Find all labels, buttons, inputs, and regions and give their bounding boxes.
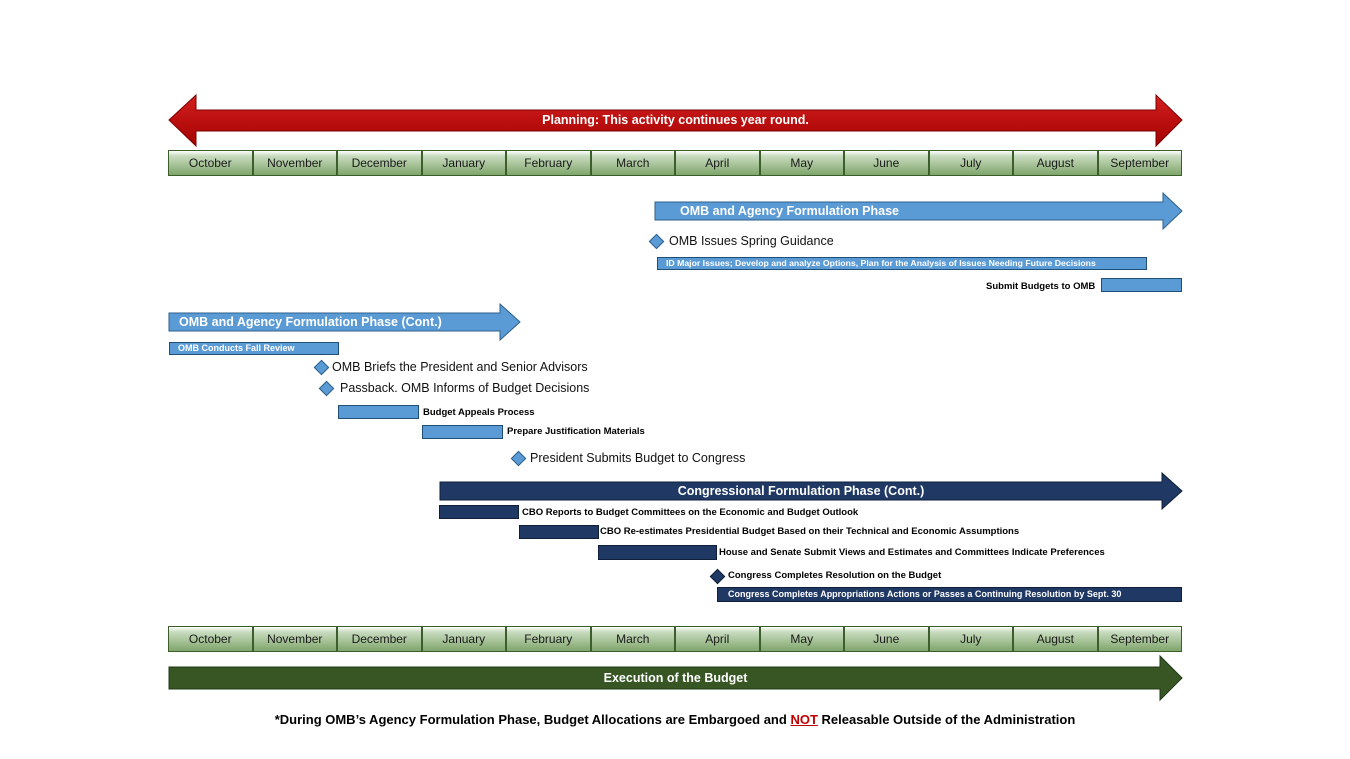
month-cell: December (337, 150, 422, 176)
submit-budgets-label: Submit Budgets to OMB (986, 281, 1096, 292)
month-cell: January (422, 626, 507, 652)
president-submits-label: President Submits Budget to Congress (530, 451, 746, 465)
appeals-label: Budget Appeals Process (423, 407, 535, 418)
submit-budgets-bar (1101, 278, 1182, 292)
justification-label: Prepare Justification Materials (507, 426, 645, 437)
footnote-text-after: Releasable Outside of the Administration (817, 712, 1076, 727)
month-cell: May (760, 626, 845, 652)
month-cell: May (760, 150, 845, 176)
congressional-arrow-label: Congressional Formulation Phase (Cont.) (677, 484, 925, 498)
id-major-issues-label: ID Major Issues; Develop and analyze Options, Plan for the Analysis of Issues Needing Future Decisions (666, 258, 1096, 268)
month-row-top (168, 150, 1182, 176)
month-cell: March (591, 150, 676, 176)
month-cell: April (675, 626, 760, 652)
fall-review-label: OMB Conducts Fall Review (178, 343, 295, 353)
execution-arrow-label: Execution of the Budget (603, 671, 748, 685)
footnote-text-before: *During OMB’s Agency Formulation Phase, Budget Allocations are Embargoed and (274, 712, 791, 727)
month-cell: August (1013, 626, 1098, 652)
month-cell: October (168, 150, 253, 176)
month-cell: February (506, 626, 591, 652)
month-cell: July (929, 626, 1014, 652)
spring-guidance-label: OMB Issues Spring Guidance (669, 234, 834, 248)
cbo-reports-bar (439, 505, 519, 519)
month-cell: February (506, 150, 591, 176)
month-cell: June (844, 626, 929, 652)
footnote (0, 712, 1350, 727)
passback-label: Passback. OMB Informs of Budget Decisions (340, 381, 590, 395)
month-cell: November (253, 626, 338, 652)
month-cell: September (1098, 626, 1183, 652)
month-cell: March (591, 626, 676, 652)
month-cell: November (253, 150, 338, 176)
formulation-cont-arrow-label: OMB and Agency Formulation Phase (Cont.) (179, 315, 442, 329)
footnote-emphasis: NOT (790, 712, 818, 727)
month-row-bottom (168, 626, 1182, 652)
month-cell: October (168, 626, 253, 652)
resolution-label: Congress Completes Resolution on the Budget (728, 570, 942, 581)
month-cell: April (675, 150, 760, 176)
views-estimates-bar (598, 545, 717, 560)
justification-bar (422, 425, 503, 439)
planning-arrow-label: Planning: This activity continues year round. (542, 113, 809, 127)
views-estimates-label: House and Senate Submit Views and Estimates and Committees Indicate Preferences (719, 547, 1105, 558)
appeals-bar (338, 405, 419, 419)
month-cell: September (1098, 150, 1183, 176)
appropriations-label: Congress Completes Appropriations Actions or Passes a Continuing Resolution by Sept. 30 (728, 589, 1122, 599)
cbo-reestimates-label: CBO Re-estimates Presidential Budget Based on their Technical and Economic Assumptions (600, 526, 1020, 537)
month-cell: December (337, 626, 422, 652)
cbo-reestimates-bar (519, 525, 599, 539)
month-cell: August (1013, 150, 1098, 176)
formulation-arrow-label: OMB and Agency Formulation Phase (680, 204, 900, 218)
cbo-reports-label: CBO Reports to Budget Committees on the Economic and Budget Outlook (522, 507, 859, 518)
briefs-president-label: OMB Briefs the President and Senior Advisors (332, 360, 588, 374)
month-cell: January (422, 150, 507, 176)
month-cell: July (929, 150, 1014, 176)
month-cell: June (844, 150, 929, 176)
